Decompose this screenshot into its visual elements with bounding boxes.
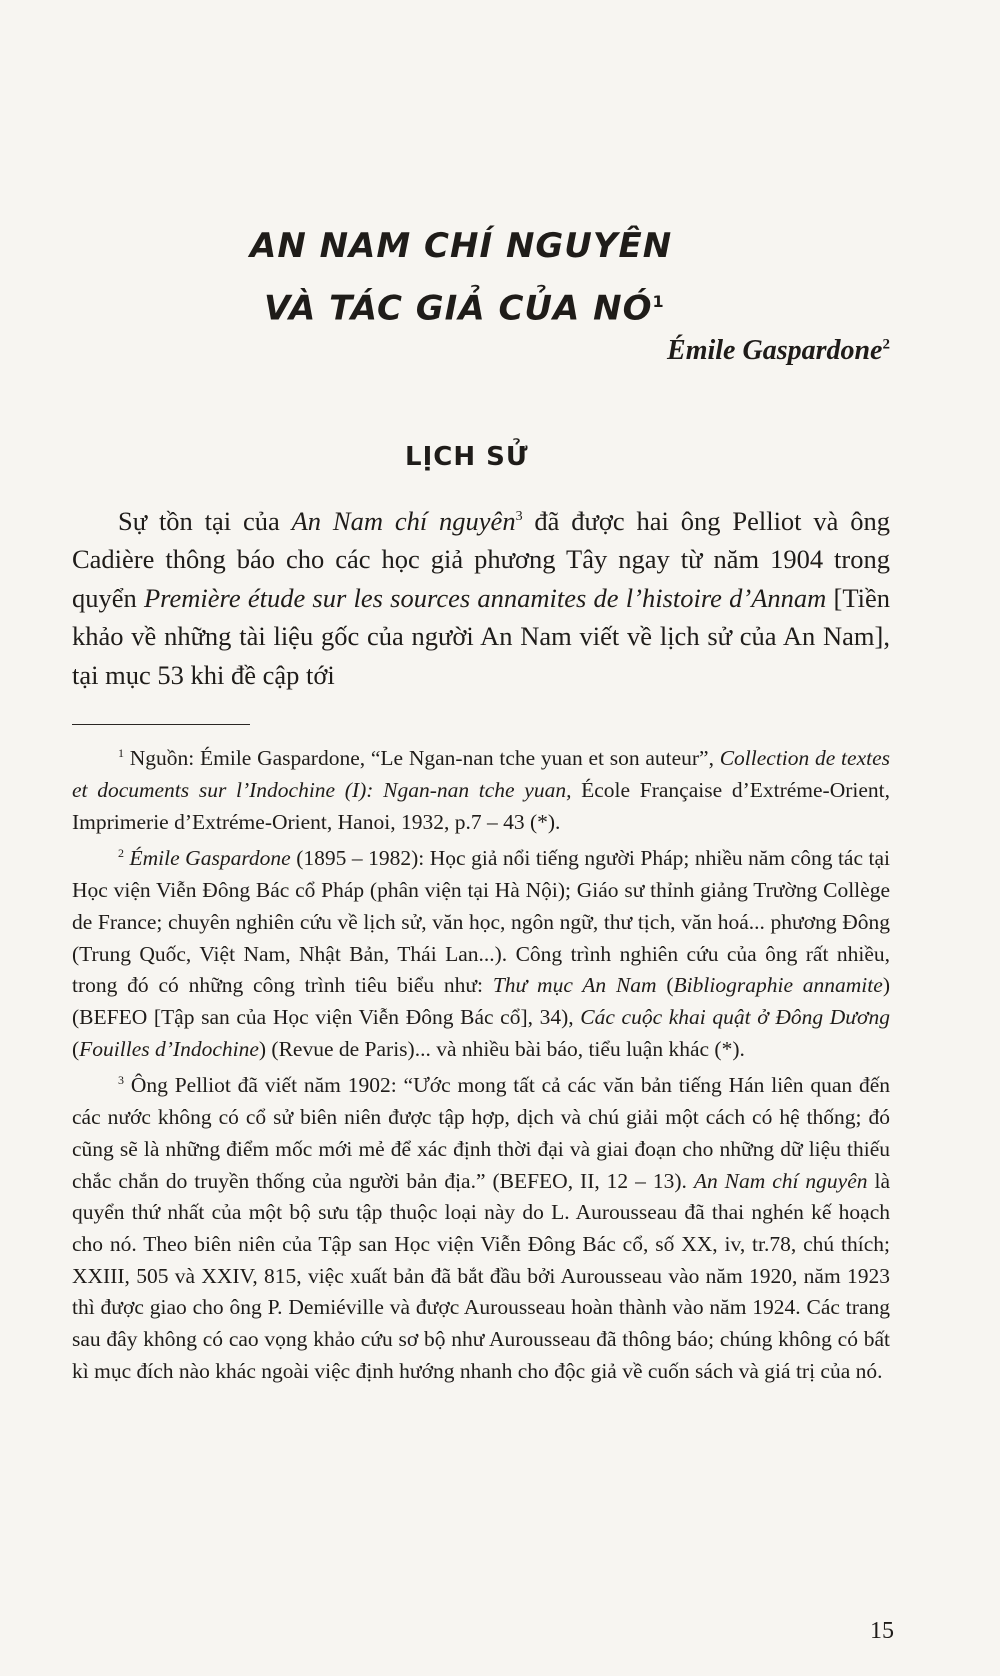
footnote-text: ( [72, 1036, 80, 1061]
body-paragraph [72, 498, 890, 694]
section-heading: LỊCH SỬ [405, 442, 529, 472]
footnote-italic: Bibliographie annamite [673, 973, 883, 998]
body-text-part: Sự tồn tại của [118, 505, 292, 536]
footnote-italic: Các cuộc khai quật ở Đông Dương [580, 1004, 891, 1029]
body-italic-title: Première étude sur les sources annamites de l’histoire d’Annam [143, 582, 827, 613]
footnote-italic: Thư mục An Nam [492, 973, 657, 998]
chapter-title-line-1: AN NAM CHÍ NGUYÊN [250, 226, 673, 266]
footnote-text: ) (BEFEO [Tập san của Học viện Viễn Đông Bác cổ], 34), [72, 973, 890, 1029]
footnote-italic: Émile Gaspardone [129, 846, 291, 871]
body-text-part: đã được hai ông Pelliot và ông Cadière thông báo cho các học giả phương Tây ngay từ năm 1904 trong quyển [72, 505, 890, 613]
footnote-3 [72, 1065, 890, 1387]
body-italic-title: An Nam chí nguyên [291, 505, 516, 536]
author-footnote-ref: 2 [882, 336, 890, 353]
footnote-number: 1 [118, 746, 124, 760]
footnote-2 [72, 838, 890, 1065]
page-number: 15 [870, 1618, 894, 1644]
chapter-title-line-2-wrap [250, 274, 810, 336]
footnote-text: ) (Revue de Paris)... và nhiều bài báo, tiểu luận khác (*). [258, 1036, 745, 1061]
footnote-text: Ông Pelliot đã viết năm 1902: “Ước mong tất cả các văn bản tiếng Hán liên quan đến các nước không có cổ sử biên niên được tập hợp, dịch và chú giải một cách có hệ thống; đó cũng sẽ là những điểm mốc mới mẻ để xác định thời đại và giai đoạn cho những dữ liệu thiếu chắc chắn do truyền thống của người bản địa.” (BEFEO, II, 12 – 13). [72, 1073, 890, 1193]
footnote-italic: An Nam chí nguyên [693, 1168, 868, 1193]
footnote-number: 3 [118, 1073, 124, 1088]
footnote-divider [72, 724, 250, 725]
footnote-text: (1895 – 1982): Học giả nổi tiếng người Pháp; nhiều năm công tác tại Học viện Viễn Đông Bác cổ Pháp (phân viện tại Hà Nội); Giáo sư thỉnh giảng Trường Collège de France; chuyên nghiên cứu về lịch sử, văn học, ngôn ngữ, thư tịch, văn hoá... phương Đông (Trung Quốc, Việt Nam, Nhật Bản, Thái Lan...). Công trình nghiên cứu của ông rất nhiều, trong đó có những công trình tiêu biểu như: [72, 846, 891, 998]
footnote-italic: Collection de textes et documents sur l’Indochine (I): Ngan-nan tche yuan, [72, 746, 890, 802]
title-footnote-ref: 1 [652, 292, 665, 311]
body-footnote-ref: 3 [515, 509, 523, 524]
footnote-1 [72, 738, 890, 838]
footnote-text: Nguồn: Émile Gaspardone, “Le Ngan-nan tche yuan et son auteur”, [124, 746, 720, 771]
footnote-number: 2 [118, 846, 124, 861]
footnote-text: ( [656, 973, 674, 998]
footnotes [72, 738, 890, 1388]
chapter-title [250, 218, 810, 336]
body-text-part: [Tiền khảo về những tài liệu gốc của người An Nam viết về lịch sử của An Nam], tại mục 53 khi đề cập tới [72, 582, 890, 690]
footnote-text: École Française d’Extréme-Orient, Imprimerie d’Extréme-Orient, Hanoi, 1932, p.7 – 43 (*). [72, 777, 891, 834]
author-name-line [667, 335, 890, 367]
footnote-text: là quyển thứ nhất của một bộ sưu tập thuộc loại này do L. Aurousseau đã thai nghén kế hoạch cho nó. Theo biên niên của Tập san Học viện Viễn Đông Bác cổ, số XX, iv, tr.78, chú thích; XXIII, 505 và XXIV, 815, việc xuất bản đã bắt đầu bởi Aurousseau vào năm 1920, năm 1923 thì được giao cho ông P. Demiéville và được Aurousseau hoàn thành vào năm 1924. Các trang sau đây không có cao vọng khảo cứu sơ bộ như Aurousseau đã thông báo; chúng không có bất kì mục đích nào khác ngoài việc định hướng nhanh cho độc giả về cuốn sách và giá trị của nó. [72, 1168, 890, 1383]
chapter-title-line-2: VÀ TÁC GIẢ CỦA NÓ [264, 288, 653, 329]
footnote-italic: Fouilles d’Indochine [79, 1036, 259, 1061]
author-name: Émile Gaspardone [667, 335, 883, 366]
